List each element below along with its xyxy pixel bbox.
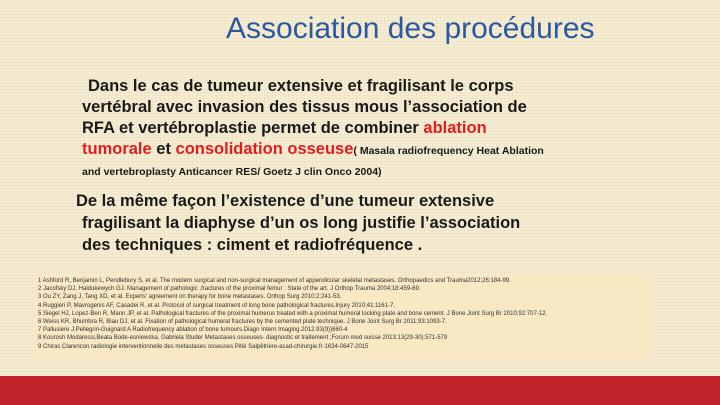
paragraph-2-line-1: De la même façon l’existence d’une tumeur extensive <box>76 192 495 210</box>
inline-reference-2: and vertebroplasty Anticancer RES/ Goetz J clin Onco 2004) <box>82 166 382 178</box>
inline-reference: ( Masala radiofrequency Heat Ablation <box>353 145 544 157</box>
conjunction-et: et <box>151 140 176 158</box>
reference-item: 5 Siegel HJ, Lopez-Ben R, Mann JP, et al. Pathological fractures of the proximal humerus treated with a proximal humeral locking plate and bone cement. J Bone Joint Surg Br 2010;92:707-12. <box>38 310 548 317</box>
reference-item: 8 Kourosh Modaressi,Beata Bode-esniewska, Gabriela Studer Metastases osseuses- diagnostic et traitement ;Forum med suisse 2013;13(29-30):571-579 <box>38 335 448 342</box>
slide-title: Association des procédures <box>226 12 595 45</box>
reference-item: 6 Weiss KR, Bhumbra R, Biau DJ, et al. Fixation of pathological humeral fractures by the cemented plate technique. J Bone Joint Surg Br 2011;93:1093-7. <box>38 319 447 326</box>
paragraph-2 <box>76 190 666 256</box>
paragraph-1-line-1: Dans le cas de tumeur extensive et fragilisant le corps <box>88 77 514 95</box>
highlight-ablation: ablation <box>423 119 487 137</box>
reference-item: 3 Ou ZY, Zang J, Tang XD, et al. Experts' agreement on therapy for bone metastases. Orthop Surg 2010;2:241-53. <box>38 294 342 301</box>
reference-item: 1 Ashford R, Benjamin L, Pendlebury S, et al. The modern surgical and non-surgical management of appendicular skeletal metastases. Orthopaedics and Trauma2012;26:184-99. <box>38 278 511 284</box>
paragraph-1-line-3: RFA et vertébroplastie permet de combiner <box>82 119 424 137</box>
reference-item: 7 Pallusiere J;Pellegrin-Guignard A Radiofrequency ablation of bone tumours.Diagn Intern Imaging.2012.93(9))660-4 <box>38 327 348 334</box>
footer-bar <box>0 376 720 405</box>
reference-item: 9 Chiras Clarencon radiologie interventionnelle des metastases osseuses Pitié Salpêtrière-acad-chirurgie.fr-1634-0647-2015 <box>38 343 369 350</box>
references-box <box>34 274 652 360</box>
paragraph-1-line-2: vertébral avec invasion des tissus mous l’association de <box>82 98 527 116</box>
paragraph-2-line-2: fragilisant la diaphyse d’un os long justifie l’association <box>82 214 521 232</box>
paragraph-2-line-3: des techniques : ciment et radiofréquence . <box>82 236 423 254</box>
reference-item: 4 Ruggieri P, Mavrogenis AF, Casadei R, et al. Protocol of surgical treatment of long bone pathological fractures.Injury 2010;41:1161-7. <box>38 302 395 309</box>
reference-item: 2 Jacofsky DJ, Haidukewych GJ. Management of pathologic ,fractures of the proximal femur : State of the art. J Orthop Trauma 2004;18:459-69. <box>38 286 421 293</box>
paragraph-1 <box>82 76 652 181</box>
highlight-tumorale: tumorale <box>82 140 152 158</box>
highlight-consolidation: consolidation osseuse <box>175 140 354 158</box>
